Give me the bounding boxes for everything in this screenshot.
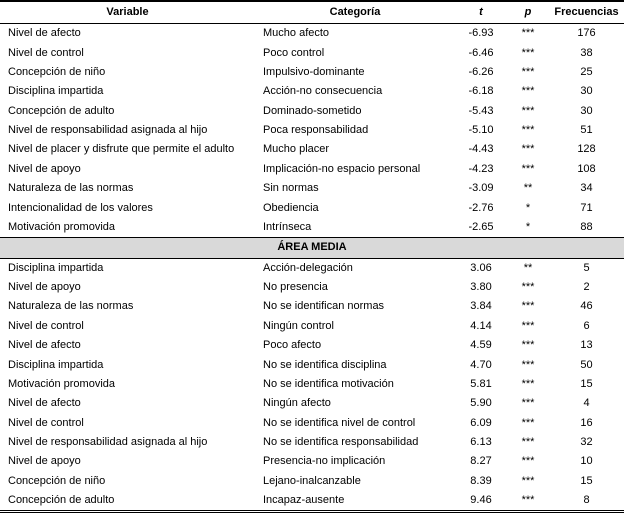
categoria-cell: Poco afecto xyxy=(263,339,322,352)
categoria-cell: No se identifica motivación xyxy=(263,377,394,390)
header-categoria: Categoría xyxy=(255,1,455,24)
variable-cell: Nivel de placer y disfrute que permite el adulto xyxy=(8,143,235,156)
frecuencias-cell: 15 xyxy=(580,474,593,487)
t-cell: 3.84 xyxy=(470,300,492,313)
p-cell: *** xyxy=(521,124,535,137)
frecuencias-cell: 10 xyxy=(580,455,593,468)
table-row xyxy=(0,121,624,140)
frecuencias-cell: 4 xyxy=(583,397,590,410)
variable-cell: Concepción de niño xyxy=(8,474,106,487)
variable-cell: Nivel de apoyo xyxy=(8,162,81,175)
table-row xyxy=(0,63,624,82)
categoria-cell: Acción-no consecuencia xyxy=(263,85,383,98)
p-cell: *** xyxy=(521,397,535,410)
t-cell: 3.06 xyxy=(470,261,492,274)
frecuencias-cell: 34 xyxy=(580,182,593,195)
categoria-cell: Ningún control xyxy=(263,319,334,332)
variable-cell: Nivel de control xyxy=(8,416,84,429)
frecuencias-cell: 30 xyxy=(580,104,593,117)
t-cell: -6.46 xyxy=(468,46,494,59)
p-cell: * xyxy=(525,201,531,214)
frecuencias-cell: 108 xyxy=(577,162,596,175)
table-row xyxy=(0,140,624,159)
table-row xyxy=(0,472,624,491)
variable-cell: Nivel de responsabilidad asignada al hijo xyxy=(8,436,208,449)
variable-cell: Nivel de apoyo xyxy=(8,455,81,468)
p-cell: *** xyxy=(521,474,535,487)
categoria-cell: Poca responsabilidad xyxy=(263,124,369,137)
variable-cell: Nivel de afecto xyxy=(8,397,81,410)
categoria-cell: Dominado-sometido xyxy=(263,104,362,117)
t-cell: 8.39 xyxy=(470,474,492,487)
table-row xyxy=(0,179,624,198)
categoria-cell: Incapaz-ausente xyxy=(263,494,345,507)
p-cell: ** xyxy=(523,261,533,274)
categoria-cell: Ningún afecto xyxy=(263,397,331,410)
t-cell: 4.14 xyxy=(470,319,492,332)
header-frecuencias: Frecuencias xyxy=(549,1,624,24)
categoria-cell: Impulsivo-dominante xyxy=(263,65,365,78)
frecuencias-cell: 88 xyxy=(580,220,593,233)
table-row xyxy=(0,258,624,278)
t-cell: 8.27 xyxy=(470,455,492,468)
t-cell: -5.43 xyxy=(468,104,494,117)
categoria-cell: Presencia-no implicación xyxy=(263,455,386,468)
t-cell: -6.26 xyxy=(468,65,494,78)
p-cell: *** xyxy=(521,319,535,332)
frecuencias-cell: 38 xyxy=(580,46,593,59)
categoria-cell: Obediencia xyxy=(263,201,319,214)
table-section-divider xyxy=(0,238,624,258)
p-cell: *** xyxy=(521,281,535,294)
p-cell: *** xyxy=(521,494,535,507)
table-section-positive xyxy=(0,258,624,512)
categoria-cell: Intrínseca xyxy=(263,220,312,233)
table-row xyxy=(0,278,624,297)
p-cell: *** xyxy=(521,300,535,313)
t-cell: 3.80 xyxy=(470,281,492,294)
variable-cell: Motivación promovida xyxy=(8,377,115,390)
p-cell: *** xyxy=(521,85,535,98)
categoria-cell: No se identifica nivel de control xyxy=(263,416,416,429)
p-cell: *** xyxy=(521,358,535,371)
t-cell: 9.46 xyxy=(470,494,492,507)
variable-cell: Concepción de adulto xyxy=(8,104,115,117)
t-cell: 5.90 xyxy=(470,397,492,410)
categoria-cell: Implicación-no espacio personal xyxy=(263,162,421,175)
table-row xyxy=(0,198,624,217)
table-row xyxy=(0,24,624,44)
table-row xyxy=(0,452,624,471)
table-row xyxy=(0,218,624,238)
frecuencias-cell: 176 xyxy=(577,27,596,40)
header-p-value: p xyxy=(507,1,549,24)
table-row xyxy=(0,336,624,355)
p-cell: *** xyxy=(521,46,535,59)
frecuencias-cell: 5 xyxy=(583,261,590,274)
variable-cell: Nivel de afecto xyxy=(8,27,81,40)
variable-cell: Naturaleza de las normas xyxy=(8,182,134,195)
p-cell: ** xyxy=(523,182,533,195)
table-row xyxy=(0,160,624,179)
frecuencias-cell: 51 xyxy=(580,124,593,137)
header-variable: Variable xyxy=(0,1,255,24)
header-t-statistic: t xyxy=(455,1,507,24)
frecuencias-cell: 30 xyxy=(580,85,593,98)
frecuencias-cell: 128 xyxy=(577,143,596,156)
table-header xyxy=(0,1,624,24)
p-cell: * xyxy=(525,220,531,233)
variable-cell: Concepción de niño xyxy=(8,65,106,78)
divider-row xyxy=(0,238,624,258)
table-row xyxy=(0,317,624,336)
table-row xyxy=(0,375,624,394)
variable-cell: Disciplina impartida xyxy=(8,358,104,371)
frecuencias-cell: 6 xyxy=(583,319,590,332)
categoria-cell: Poco control xyxy=(263,46,325,59)
variable-cell: Nivel de control xyxy=(8,46,84,59)
t-cell: -4.43 xyxy=(468,143,494,156)
t-cell: -5.10 xyxy=(468,124,494,137)
variable-cell: Motivación promovida xyxy=(8,220,115,233)
categoria-cell: No se identifica disciplina xyxy=(263,358,387,371)
frecuencias-cell: 32 xyxy=(580,436,593,449)
p-cell: *** xyxy=(521,455,535,468)
categoria-cell: No se identifican normas xyxy=(263,300,385,313)
t-cell: 6.09 xyxy=(470,416,492,429)
table-row xyxy=(0,491,624,512)
variable-cell: Disciplina impartida xyxy=(8,85,104,98)
t-cell: -6.93 xyxy=(468,27,494,40)
frecuencias-cell: 25 xyxy=(580,65,593,78)
variable-cell: Nivel de afecto xyxy=(8,339,81,352)
categoria-cell: Acción-delegación xyxy=(263,261,353,274)
table-row xyxy=(0,82,624,101)
table-row xyxy=(0,43,624,62)
categoria-cell: Sin normas xyxy=(263,182,319,195)
categoria-cell: Lejano-inalcanzable xyxy=(263,474,361,487)
frecuencias-cell: 16 xyxy=(580,416,593,429)
variable-cell: Intencionalidad de los valores xyxy=(8,201,153,214)
p-cell: *** xyxy=(521,104,535,117)
t-cell: -3.09 xyxy=(468,182,494,195)
variable-cell: Concepción de adulto xyxy=(8,494,115,507)
table-row xyxy=(0,102,624,121)
variable-cell: Nivel de control xyxy=(8,319,84,332)
table-row xyxy=(0,355,624,374)
table-row xyxy=(0,297,624,316)
frecuencias-cell: 46 xyxy=(580,300,593,313)
table-row xyxy=(0,414,624,433)
p-cell: *** xyxy=(521,339,535,352)
categoria-cell: Mucho afecto xyxy=(263,27,330,40)
t-cell: -6.18 xyxy=(468,85,494,98)
p-cell: *** xyxy=(521,143,535,156)
table-row xyxy=(0,394,624,413)
t-cell: 4.70 xyxy=(470,358,492,371)
categoria-cell: No se identifica responsabilidad xyxy=(263,436,419,449)
t-cell: -4.23 xyxy=(468,162,494,175)
variable-cell: Nivel de responsabilidad asignada al hijo xyxy=(8,124,208,137)
frecuencias-cell: 15 xyxy=(580,377,593,390)
p-cell: *** xyxy=(521,65,535,78)
header-row xyxy=(0,1,624,24)
p-cell: *** xyxy=(521,162,535,175)
p-cell: *** xyxy=(521,27,535,40)
t-cell: -2.65 xyxy=(468,220,494,233)
table-row xyxy=(0,433,624,452)
table-section-negative xyxy=(0,24,624,238)
p-cell: *** xyxy=(521,436,535,449)
section-divider-label: ÁREA MEDIA xyxy=(0,238,624,258)
p-cell: *** xyxy=(521,377,535,390)
frecuencias-cell: 13 xyxy=(580,339,593,352)
t-cell: 6.13 xyxy=(470,436,492,449)
variable-cell: Disciplina impartida xyxy=(8,261,104,274)
t-cell: 4.59 xyxy=(470,339,492,352)
categoria-cell: Mucho placer xyxy=(263,143,330,156)
frecuencias-cell: 8 xyxy=(583,494,590,507)
variable-cell: Nivel de apoyo xyxy=(8,281,81,294)
frecuencias-cell: 50 xyxy=(580,358,593,371)
categoria-cell: No presencia xyxy=(263,281,328,294)
frecuencias-cell: 2 xyxy=(583,281,590,294)
p-cell: *** xyxy=(521,416,535,429)
frecuencias-cell: 71 xyxy=(580,201,593,214)
variable-cell: Naturaleza de las normas xyxy=(8,300,134,313)
t-cell: -2.76 xyxy=(468,201,494,214)
t-cell: 5.81 xyxy=(470,377,492,390)
